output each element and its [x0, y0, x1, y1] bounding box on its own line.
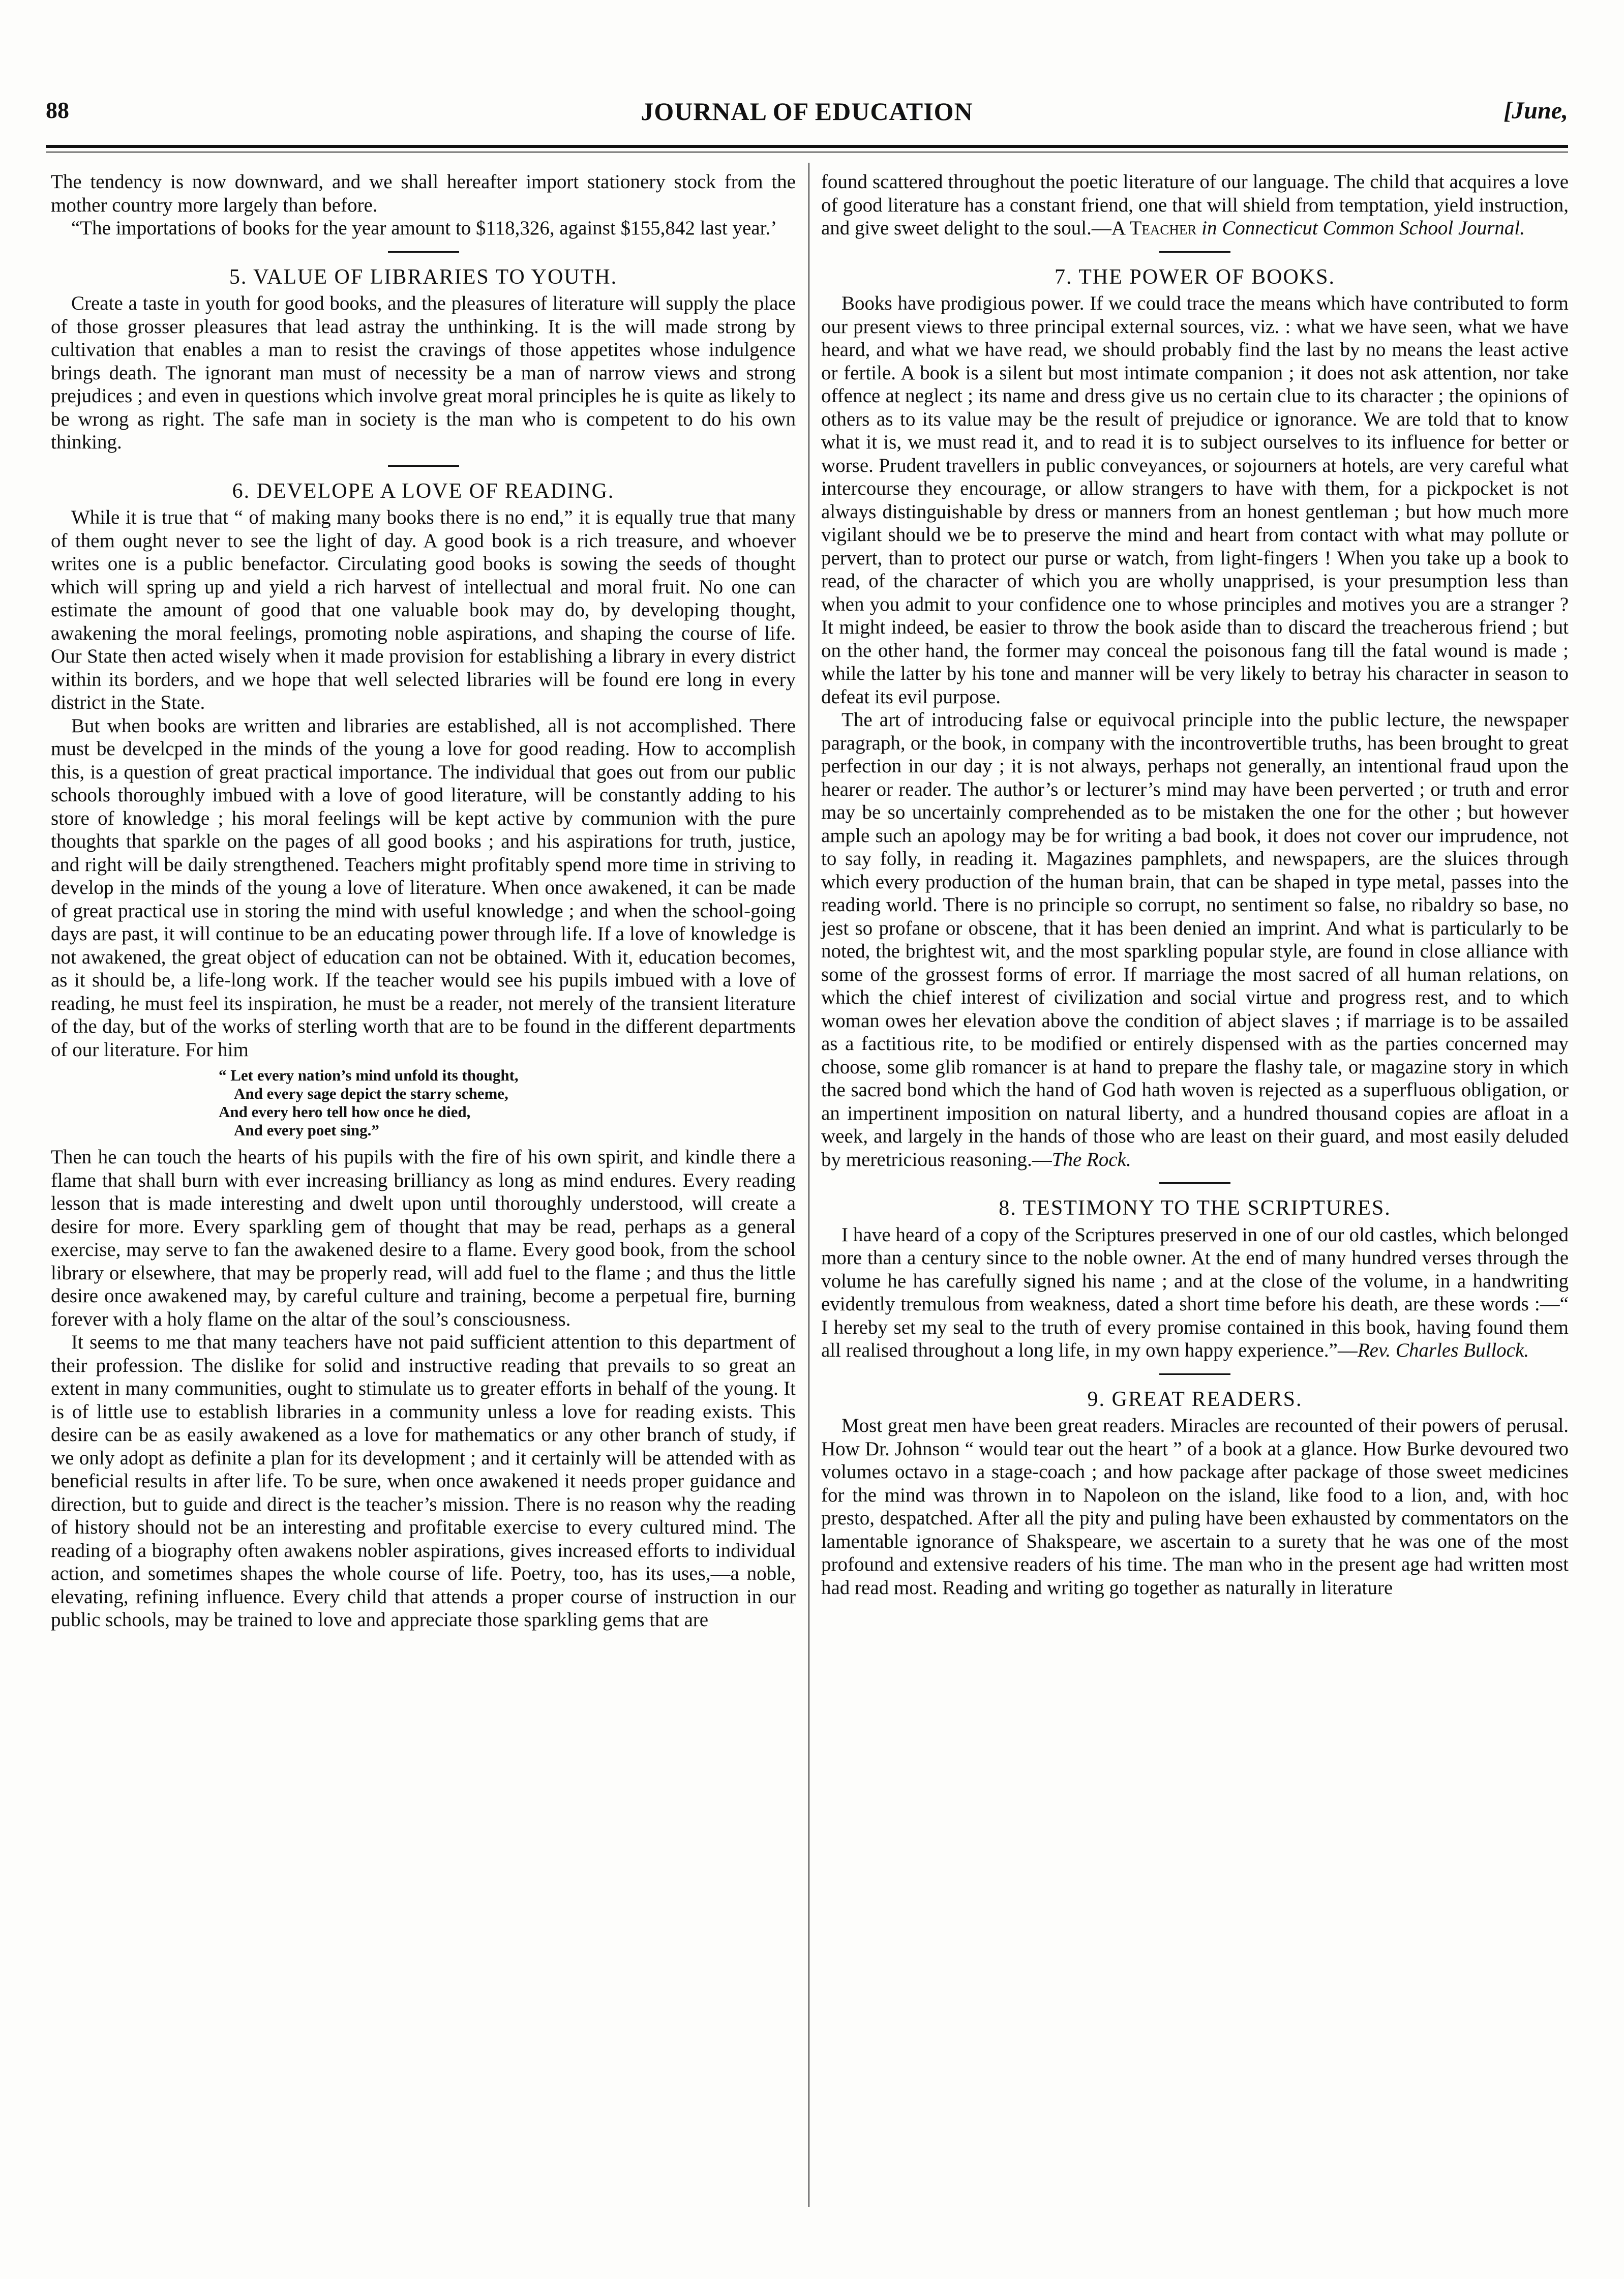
month-label: [June, [1503, 97, 1568, 124]
section-title-8: 8. TESTIMONY TO THE SCRIPTURES. [999, 1196, 1391, 1220]
section7-paragraph: Books have prodigious power. If we could trace the means which have contributed to form our present views to three principal external sources, viz. : what we have seen, what we have heard, and what we have read, we should probably find the last by no means the least active or fertile. A book is a silent but most intimate companion ; it does not ask attention, nor take offence at neglect ; its name and dress give us no certain clue to its character ; the opinions of others as to its value may be the result of prejudice or ignorance. We are told that to know what it is, we must read it, and to read it is to subject ourselves to its influence for better or worse. Prudent travellers in public conveyances, or sojourners at hotels, are very careful what intercourse they encourage, or allow strangers to have with them, for a pickpocket is not always distinguishable by dress or manners from an honest gentleman ; but how much more vigilant should we be to preserve the mind and heart from contact with what may pollute or pervert, than to protect our purse or watch, from light-fingers ! When you take up a book to read, of the character of which you are wholly unapprised, is your presumption less than when you admit to your confidence one to whose principles and motives you are a stranger ? It might indeed, be easier to throw the book aside than to discard the treacherous friend ; but on the other hand, the former may conceal the poisonous fang till the fatal wound is made ; while the latter by his tone and manner will be very likely to betray his character in season to defeat its evil purpose. [821, 292, 1569, 708]
intro-paragraph: The tendency is now downward, and we shall hereafter import stationery stock from the mother country more largely than before. [51, 171, 796, 216]
section9-paragraph: Most great men have been great readers. Miracles are recounted of their powers of perusal. How Dr. Johnson “ would tear out the heart ” of a book at a glance. How Burke devoured two volumes octavo in a stage-coach ; and how package after package of those sweet medicines for the mind was thrown in to Napoleon on the island, like food to a lion, and, with hoc presto, despatched. After all the pity and puling have been exhausted by commentators on the lamentable ignorance of Shakspeare, we ascertain to a surety that he was one of the most profound and extensive readers of his time. The man who in the present age had written most had read most. Reading and writing go together as naturally in literature [821, 1415, 1569, 1599]
section7-paragraph [821, 708, 1569, 1171]
section-separator [1159, 1373, 1230, 1375]
section5-paragraph: Create a taste in youth for good books, and the pleasures of literature will supply the place of those grosser pleasures that lead astray the unthinking. It is the will made strong by cultivation that enables a man to resist the cravings of those appetites whose indulgence brings death. The ignorant man must of necessity be a man of narrow views and strong prejudices ; and even in questions which involve great moral principles he is quite as likely to be wrong as right. The safe man in society is the man who is competent to do his own thinking. [51, 292, 796, 453]
header-rule [46, 145, 1568, 148]
section-separator [1159, 251, 1230, 253]
left-column [51, 170, 796, 1632]
section7-source: The Rock. [1051, 1148, 1131, 1171]
section-separator [388, 465, 459, 467]
section6-paragraph: Then he can touch the hearts of his pupils with the fire of his own spirit, and kindle there a flame that shall burn with ever increasing brilliancy as long as mind endures. Every reading lesson that is made interesting and dwelt upon until thoroughly understood, will create a desire for more. Every sparkling gem of thought that may be read, perhaps as a general exercise, may serve to fan the awakened desire to a flame. Every good book, from the school library or elsewhere, that may be properly read, will add fuel to the flame ; and thus the little desire once awakened may, by careful culture and training, become a perpetual fire, burning forever with a holy flame on the altar of the soul’s consciousness. [51, 1146, 796, 1330]
section6-paragraph: It seems to me that many teachers have not paid sufficient attention to this department of their profession. The dislike for solid and instructive reading that prevails to so great an extent in many communities, ought to stimulate us to greater efforts in behalf of the young. It is of little use to establish libraries in a community unless a love for reading exists. This desire can be as easily awakened as a love for mathematics or any other branch of study, if we only adopt as definite a plan for its development ; and it certainly will be attended with as beneficial results in after life. To be sure, when once awakened it needs proper guidance and direction, but to guide and direct is the teacher’s mission. There is no reason why the reading of history should not be an interesting and profitable exercise to every cultured mind. The reading of a biography often awakens nobler aspirations, gives increased efforts to individual action, and sometimes shapes the whole course of life. Poetry, too, has its uses,—a noble, elevating, refining influence. Every child that attends a proper course of instruction in our public schools, may be trained to love and appreciate those sparkling gems that are [51, 1331, 796, 1631]
poem-line: “ Let every nation’s mind unfold its thought, [219, 1066, 519, 1084]
section-separator [1159, 1182, 1230, 1184]
poem-line: And every sage depict the starry scheme, [234, 1085, 508, 1102]
column-divider [808, 163, 809, 2207]
right-column [821, 170, 1569, 1599]
section7-text: The art of introducing false or equivocal principle into the public lecture, the newspaper paragraph, or the book, in company with the incontrovertible truths, has been brought to great perfection in our day ; it is not always, perhaps not generally, an intentional fraud upon the hearer or reader. The author’s or lecturer’s mind may have been perverted ; or truth and error may be so uncertainly comprehended as to be mistaken the one for the other ; but however ample such an apology may be for writing a bad book, it does not cover our imprudence, not to say folly, in reading it. Magazines pamphlets, and newspapers, are the sluices through which every production of the human brain, that can be shaped in type metal, passes into the reading world. There is no principle so corrupt, no sentiment so false, no ribaldry so base, no jest so profane or obscene, that it has been denied an imprint. And what is particularly to be noted, the brightest wit, and the most sparkling popular style, are found in close alliance with some of the grossest forms of error. If marriage the most sacred of all human relations, on which the chief interest of civilization and social virtue and progress rest, and to which woman owes her elevation above the condition of abject slaves ; if marriage is to be assailed as a factitious rite, to be modified or entirely dispensed with as the parties concerned may choose, some glib romancer is at hand to prepare the flashy tale, or magazine story in which the sacred bond which the hand of God hath woven is rejected as a superfluous obligation, or an impertinent imposition on natural liberty, and a hundred thousand copies are afloat in a week, and largely in the hands of those who are least on their guard, and most easily deluded by meretricious reasoning.— [821, 709, 1569, 1171]
attribution-teacher: Teacher [1129, 217, 1197, 239]
section6-paragraph: While it is true that “ of making many books there is no end,” it is equally true that many of them ought never to see the light of day. A good book is a rich treasure, and whoever writes one is a public benefactor. Circulating good books is sowing the seeds of thought which will spring up and yield a rich harvest of intellectual and moral fruit. No one can estimate the amount of good that one valuable book may do, by developing thought, awakening the moral feelings, promoting noble aspirations, and shaping the course of life. Our State then acted wisely when it made provision for establishing a library in every district within its borders, and we hope that well selected libraries will be found ere long in every district in the State. [51, 506, 796, 713]
poem-quotation [219, 1066, 796, 1140]
section8-text: I have heard of a copy of the Scriptures preserved in one of our old castles, which belonged more than a century since to the noble owner. At the end of many hundred verses through the volume he has carefully signed his name ; and at the close of the volume, in a handwriting evidently tremulous from weakness, dated a short time before his death, are these words :—“ I hereby set my seal to the truth of every promise contained in this book, having found them all realised throughout a long life, in my own happy experience.”— [821, 1223, 1569, 1361]
section-title-7: 7. THE POWER OF BOOKS. [1055, 265, 1335, 289]
section6-paragraph: But when books are written and libraries are established, all is not accomplished. There must be develcped in the minds of the young a love for good reading. How to accomplish this, is a question of great practical importance. The individual that goes out from our public schools thoroughly imbued with a love of good literature, will be constantly adding to his store of knowledge ; his moral feelings will be kept active by communion with the pure thoughts that sparkle on the pages of all good books ; and his aspirations for truth, justice, and right will be daily strengthened. Teachers might profitably spend more time in striving to develop in the minds of the young a love of literature. When once awakened, it can be made of great practical use in storing the mind with useful knowledge ; and when the school-going days are past, it will continue to be an educating power through life. If a love of knowledge is not awakened, the great object of education can not be obtained. With it, education becomes, as it should be, a life-long work. If the teacher would see his pupils imbued with a love of reading, he must feel its inspiration, he must be a reader, not merely of the transient literature of the day, but of the works of sterling worth that are to be found in the different departments of our literature. For him [51, 714, 796, 1061]
continuation-paragraph [821, 170, 1569, 240]
section-title-6: 6. DEVELOPE A LOVE OF READING. [232, 479, 615, 503]
section8-source: Rev. Charles Bullock. [1357, 1339, 1529, 1361]
poem-line: And every poet sing.” [234, 1121, 379, 1139]
intro-quote: “The importations of books for the year amount to $118,326, against $155,842 last year.’ [71, 217, 777, 239]
page-number: 88 [46, 97, 69, 123]
section-separator [388, 251, 459, 253]
attribution-source: in Connecticut Common School Journal. [1201, 217, 1525, 239]
section-title-5: 5. VALUE OF LIBRARIES TO YOUTH. [229, 265, 618, 289]
journal-title: JOURNAL OF EDUCATION [641, 97, 973, 126]
header-rule-thin [46, 152, 1568, 153]
running-head [46, 97, 1568, 137]
poem-line: And every hero tell how once he died, [219, 1103, 471, 1121]
section-title-9: 9. GREAT READERS. [1087, 1387, 1303, 1411]
continuation-text: found scattered throughout the poetic literature of our language. The child that acquires a love of good literature has a constant friend, one that will shield from temptation, yield instruction, and give sweet delight to the soul.—A [821, 171, 1569, 239]
section8-paragraph [821, 1223, 1569, 1362]
